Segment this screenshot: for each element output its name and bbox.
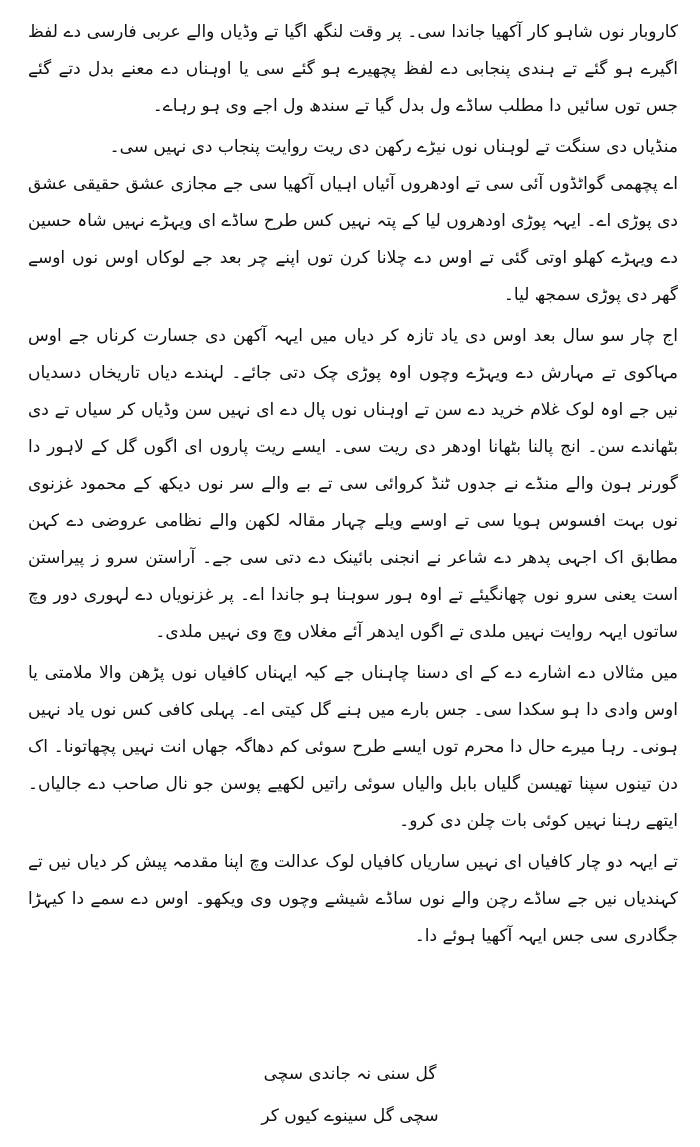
paragraph-1: کاروبار نوں شاہو کار آکھیا جاندا سی۔ پر وقت لنگھ اگیا تے وڈیاں والے عربی فارسی دے لفظ اگیرے ہو گئے تے ہندی پنجابی دے لفظ پچھیرے ہو گئے سی یا اوہناں دے معنے بدل دتے گئے جس توں سائیں دا مطلب ساڈے ول بدل گیا تے سندھ ول اجے وی ہو رہاے۔ bbox=[28, 22, 678, 116]
verse-line-2: سچی گل سینوے کیوں کر bbox=[261, 1106, 439, 1126]
paragraph-6: تے ایہہ دو چار کافیاں ای نہیں ساریاں کافیاں لوک عدالت وچ اپنا مقدمہ پیش کر دیاں نیں تے کہندیاں نیں جے ساڈے رچن والے نوں ساڈے شیشے وچوں وی ویکھو۔ اوس دے سمے دا کیہڑا جگادری سی جس ایہہ آکھیا ہوئے دا۔ bbox=[28, 852, 678, 946]
paragraph-4: اج چار سو سال بعد اوس دی یاد تازہ کر دیاں میں ایہہ آکھن دی جسارت کرناں جے اوس مہاکوی تے مہارش دے ویہڑے وچوں اوہ پوڑی چک دتی جائے۔ لہندے دیاں تاریخاں دسدیاں نیں جے اوہ لوک غلام خرید دے سن تے اوہناں نوں پال دے ای نہیں سن وڈیاں کر سیاں تے دی بٹھاندے سن۔ انج پالنا بٹھانا اودھر دی ریت سی۔ ایسے ریت پاروں ای اگوں گل کے لاہور دا گورنر ہون والے منڈے نے جدوں ٹنڈ کروائی سی تے بے والے سر نوں دیکھ کے محمود غزنوی نوں بہت افسوس ہویا سی تے اوسے ویلے چہار مقالہ لکھن والے نظامی عروضی دے کہن مطابق اک اجہی پدھر دے شاعر نے انجنی بائینک دے دتی سی جے۔ آراستن سرو ز پیراستن است یعنی سرو نوں چھانگیئے تے اوہ ہور سوہنا ہو جاندا اے۔ پر غزنویاں دے لہوری دور وچ ساتوں ایہہ روایت نہیں ملدی تے اگوں ایدھر آئے مغلاں وچ وی نہیں ملدی۔ bbox=[28, 326, 678, 642]
paragraph-5: میں مثالاں دے اشارے دے کے ای دسنا چاہناں جے کیہ ایہناں کافیاں نوں پڑھن والا ملامتی یا اوس وادی دا ہو سکدا سی۔ جس بارے میں ہنے گل کیتی اے۔ پہلی کافی کس نوں یاد نہیں ہونی۔ رہا میرے حال دا محرم توں ایسے طرح سوئی کم دھاگہ جھاں انت نہیں پچھاتونا۔ اک دن تینوں سپنا تھیسن گلیاں بابل والیاں سوئی راتیں لکھیے پوسن جو نال صاحب دے جالیاں۔ ایتھے رہنا نہیں کوئی بات چلن دی کرو۔ bbox=[28, 663, 678, 831]
paragraph-2: منڈیاں دی سنگت تے لوہناں نوں نیڑے رکھن دی ریت روایت پنجاب دی نہیں سی۔ bbox=[109, 137, 678, 157]
document-body bbox=[28, 14, 678, 955]
paragraph-3: اے پچھمی گواٹڈوں آئی سی تے اودھروں آئیاں اہیاں آکھیا سی جے مجازی عشق حقیقی عشق دی پوڑی اے۔ ایہہ پوڑی اودھروں لیا کے پتہ نہیں کس طرح ساڈے ای ویہڑے نہیں شاہ حسین دے ویہڑے کھلو اوتی گئی تے اوس دے چلانا کرن توں اپنے چر بعد جے لوکاں اوس نوں اوسے گھر دی پوڑی سمجھ لیا۔ bbox=[28, 174, 678, 305]
verse-line-1: گل سنی نہ جاندی سچی bbox=[263, 1064, 437, 1084]
